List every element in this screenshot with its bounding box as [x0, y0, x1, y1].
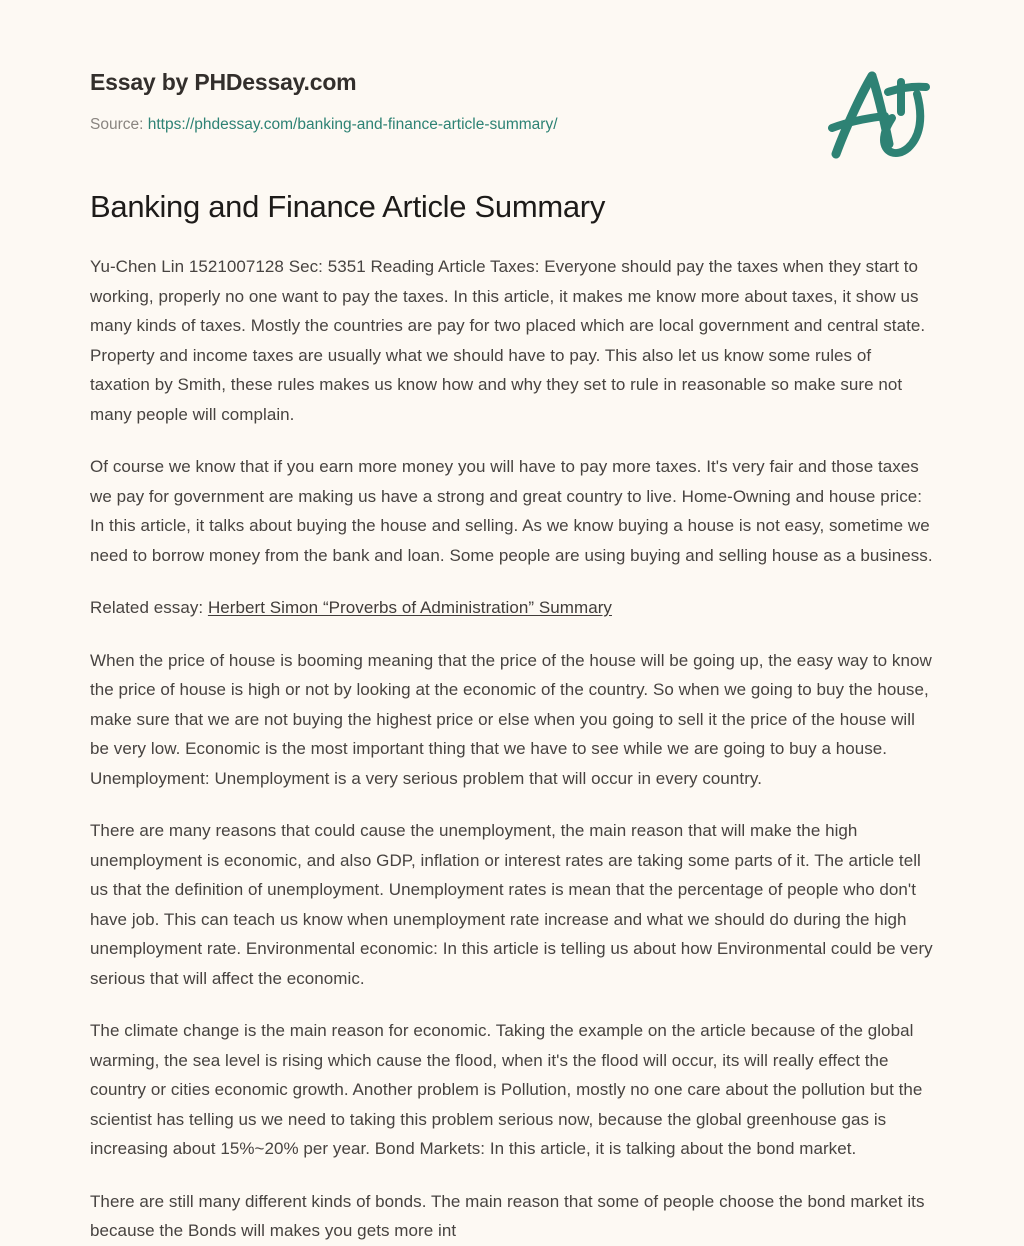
paragraph: Yu-Chen Lin 1521007128 Sec: 5351 Reading Article Taxes: Everyone should pay the taxes when they start to working, properly no one want to pay the taxes. In this article, it makes me know more about taxes, it show us many kinds of taxes. Mostly the countries are pay for two placed which are local government and central state. Property and income taxes are usually what we should have to pay. This also let us know some rules of taxation by Smith, these rules makes us know how and why they set to rule in reasonable so make sure not many people will complain. [90, 257, 926, 424]
page-title: Banking and Finance Article Summary [90, 189, 606, 224]
paragraph: There are still many different kinds of bonds. The main reason that some of people choose the bond market its because the Bonds will makes you gets more int [90, 1191, 925, 1240]
paragraph: There are many reasons that could cause the unemployment, the main reason that will make the high unemployment is economic, and also GDP, inflation or interest rates are taking some parts of it. The article tell us that the definition of unemployment. Unemployment rates is mean that the percentage of people who don't have job. This can teach us know when unemployment rate increase and what we should do during the high unemployment rate. Environmental economic: In this article is telling us about how Environmental could be very serious that will affect the economic. [90, 821, 933, 988]
paragraph: Of course we know that if you earn more money you will have to pay more taxes. It's very fair and those taxes we pay for government are making us have a strong and great country to live. Home-Owning and house price: In this article, it talks about buying the house and selling. As we know buying a house is not easy, sometime we need to borrow money from the bank and loan. Some people are using buying and selling house as a business. [90, 457, 933, 565]
article-body [90, 226, 934, 1246]
related-essay-label: Related essay: [90, 598, 204, 617]
page-header [90, 0, 934, 133]
source-label: Source: [90, 116, 144, 133]
source-line [90, 115, 934, 135]
paragraph: When the price of house is booming meaning that the price of the house will be going up, the easy way to know the price of house is high or not by looking at the economic of the country. So when we going to buy the house, make sure that we are not buying the highest price or else when you going to sell it the price of the house will be very low. Economic is the most important thing that we have to see while we are going to buy a house. Unemployment: Unemployment is a very serious problem that will occur in every country. [90, 650, 932, 788]
related-essay-link[interactable]: Herbert Simon “Proverbs of Administration” Summary [207, 598, 612, 617]
a-plus-icon [822, 58, 942, 168]
brand-title: Essay by PHDessay.com [90, 69, 357, 95]
paragraph: The climate change is the main reason for economic. Taking the example on the article because of the global warming, the sea level is rising which cause the flood, when it's the flood will occur, its will really effect the country or cities economic growth. Another problem is Pollution, mostly no one care about the pollution but the scientist has telling us we need to taking this problem serious now, because the global greenhouse gas is increasing about 15%~20% per year. Bond Markets: In this article, it is talking about the bond market. [90, 1021, 923, 1158]
phdessay-a-plus-logo[interactable] [822, 58, 942, 168]
source-url-link[interactable]: https://phdessay.com/banking-and-finance-article-summary/ [147, 116, 558, 133]
related-essay [90, 593, 934, 623]
